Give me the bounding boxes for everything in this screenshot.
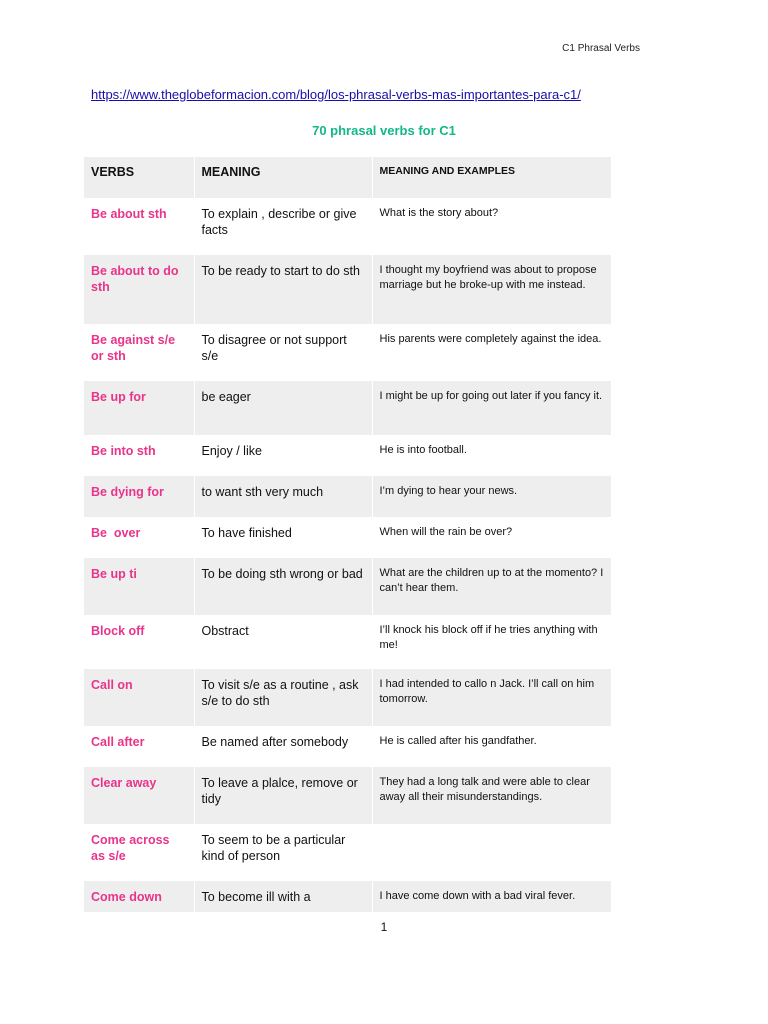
meaning-cell: To disagree or not support s/e <box>194 324 372 381</box>
verb-cell: Come across as s/e <box>91 833 170 863</box>
verb-cell: Be dying for <box>84 476 194 517</box>
verb-cell: Be about sth <box>91 207 167 221</box>
meaning-cell: To be doing sth wrong or bad <box>194 558 372 615</box>
table-row <box>84 198 611 255</box>
table-header-row <box>84 157 611 198</box>
example-cell: I thought my boyfriend was about to propose marriage but he broke-up with me instead. <box>372 255 611 324</box>
verb-cell: Call on <box>84 669 194 726</box>
column-header-verbs: VERBS <box>84 157 194 198</box>
table-row <box>84 255 611 324</box>
meaning-cell: To leave a plalce, remove or tidy <box>194 767 372 824</box>
source-link[interactable]: https://www.theglobeformacion.com/blog/los-phrasal-verbs-mas-importantes-para-c1/ <box>91 87 581 102</box>
example-cell: I might be up for going out later if you fancy it. <box>372 381 611 435</box>
example-cell: His parents were completely against the idea. <box>372 324 611 381</box>
table-row <box>84 476 611 517</box>
example-cell: He is into football. <box>372 435 611 476</box>
meaning-cell: To visit s/e as a routine , ask s/e to do sth <box>194 669 372 726</box>
table-row <box>84 435 611 476</box>
example-cell <box>372 824 611 881</box>
example-cell: What is the story about? <box>372 198 611 255</box>
table-row <box>84 615 611 669</box>
table-row <box>84 669 611 726</box>
table-row <box>84 824 611 881</box>
example-cell: I had intended to callo n Jack. I’ll call on him tomorrow. <box>372 669 611 726</box>
table-row <box>84 558 611 615</box>
verb-cell: Come down <box>84 881 194 912</box>
meaning-cell: To seem to be a particular kind of person <box>194 824 372 881</box>
page-title: 70 phrasal verbs for C1 <box>312 123 456 138</box>
verb-cell: Clear away <box>84 767 194 824</box>
example-cell: When will the rain be over? <box>372 517 611 558</box>
verb-cell: Be against s/e or sth <box>91 333 176 363</box>
meaning-cell: Enjoy / like <box>194 435 372 476</box>
verb-cell: Be into sth <box>91 444 156 458</box>
table-row <box>84 324 611 381</box>
column-header-meaning: MEANING <box>194 157 372 198</box>
example-cell: What are the children up to at the momento? I can’t hear them. <box>372 558 611 615</box>
verb-cell: Be about to do sth <box>84 255 194 324</box>
table-row <box>84 517 611 558</box>
verb-cell: Call after <box>91 735 145 749</box>
verb-cell: Be over <box>91 526 141 540</box>
example-cell: I have come down with a bad viral fever. <box>372 881 611 912</box>
example-cell: I’m dying to hear your news. <box>372 476 611 517</box>
example-cell: He is called after his gandfather. <box>372 726 611 767</box>
example-cell: They had a long talk and were able to clear away all their misunderstandings. <box>372 767 611 824</box>
page-number: 1 <box>380 920 388 934</box>
table-row <box>84 767 611 824</box>
meaning-cell: To explain , describe or give facts <box>194 198 372 255</box>
column-header-examples: MEANING AND EXAMPLES <box>372 157 611 198</box>
meaning-cell: Be named after somebody <box>194 726 372 767</box>
meaning-cell: To have finished <box>194 517 372 558</box>
verb-cell: Be up ti <box>84 558 194 615</box>
meaning-cell: to want sth very much <box>194 476 372 517</box>
table-row <box>84 381 611 435</box>
verb-cell: Block off <box>91 624 145 638</box>
verb-cell: Be up for <box>84 381 194 435</box>
running-header: C1 Phrasal Verbs <box>562 43 640 54</box>
meaning-cell: To become ill with a <box>194 881 372 912</box>
table-row <box>84 881 611 912</box>
example-cell: I’ll knock his block off if he tries anything with me! <box>372 615 611 669</box>
table-row <box>84 726 611 767</box>
phrasal-verbs-table <box>84 157 611 912</box>
meaning-cell: be eager <box>194 381 372 435</box>
meaning-cell: To be ready to start to do sth <box>194 255 372 324</box>
meaning-cell: Obstract <box>194 615 372 669</box>
